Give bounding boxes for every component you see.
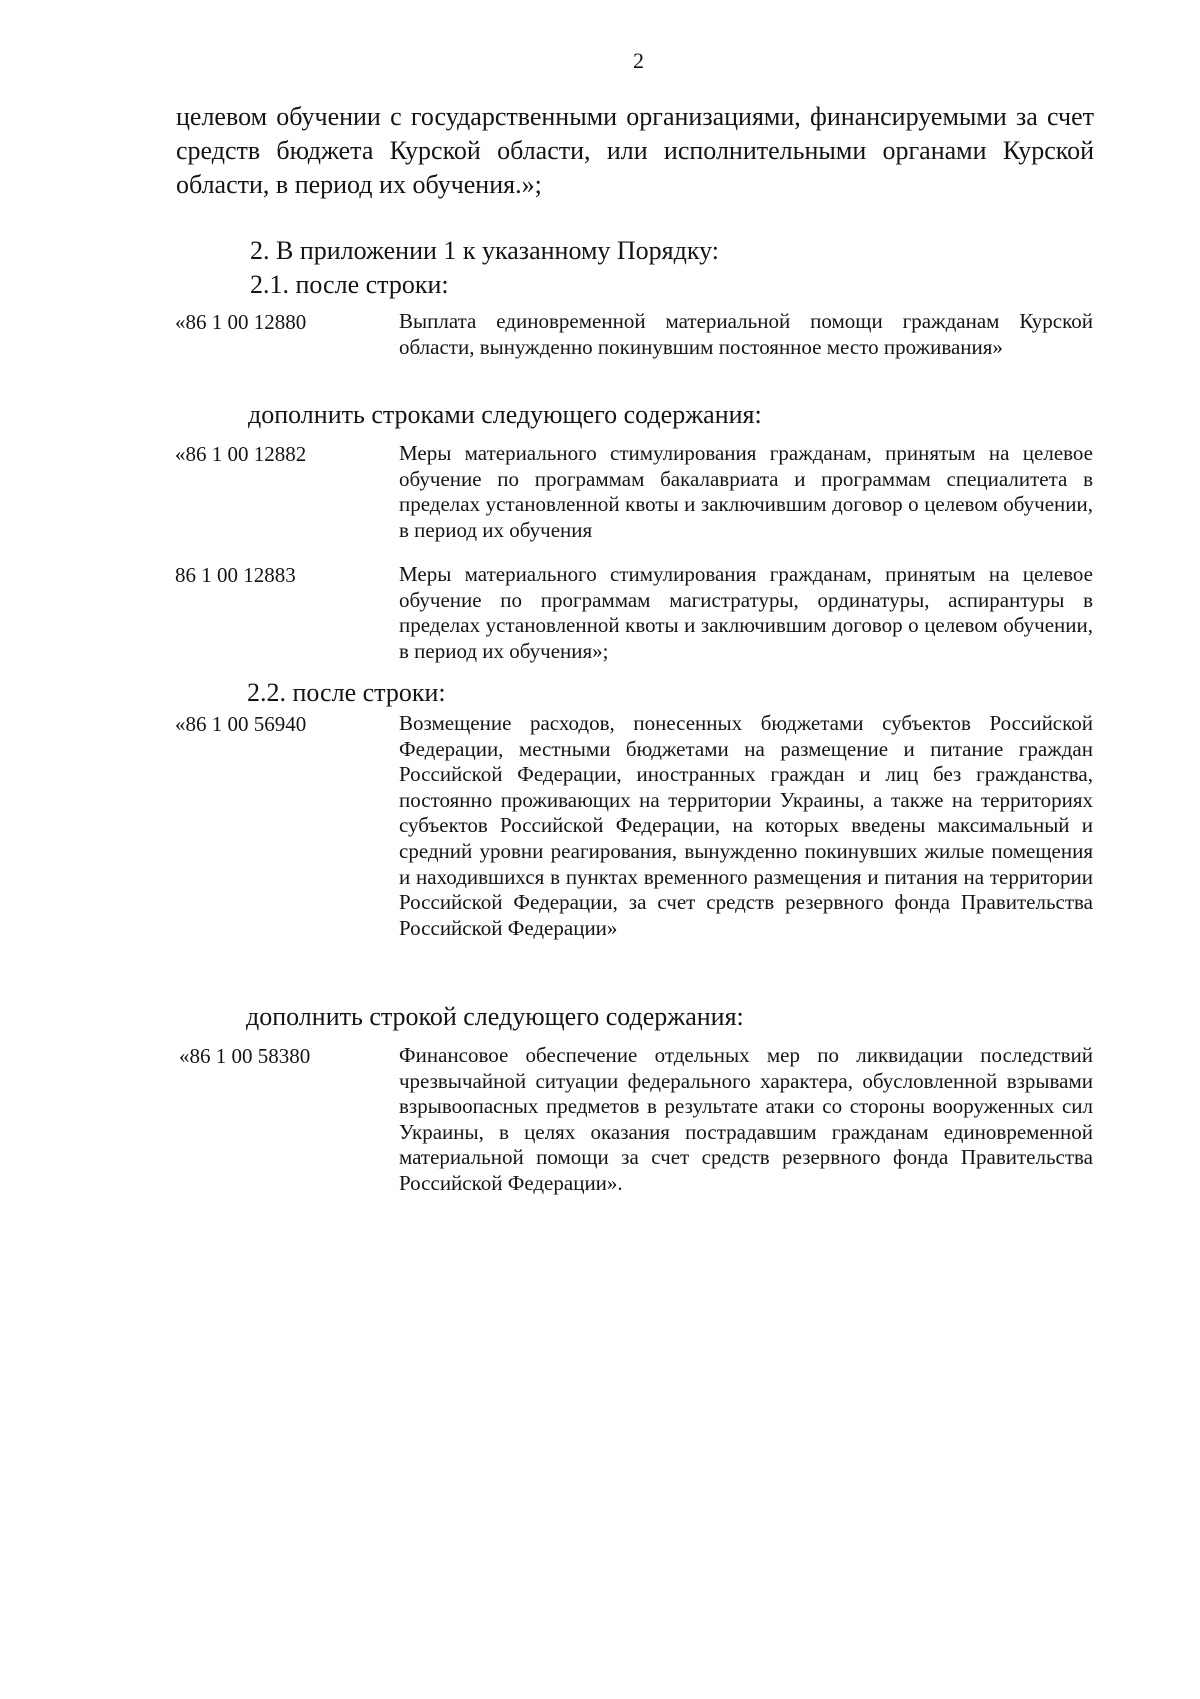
section-2-heading: 2. В приложении 1 к указанному Порядку: xyxy=(250,236,720,265)
add-row-instruction: дополнить строкой следующего содержания: xyxy=(246,1002,744,1031)
budget-code: 86 1 00 12883 xyxy=(175,563,296,587)
intro-paragraph: целевом обучении с государственными организациями, финансируемыми за счет средств бюджета Курской области, или исполнительными органами Курской области, в период их обучения.»; xyxy=(176,102,1094,199)
budget-description: Меры материального стимулирования гражданам, принятым на целевое обучение по программам бакалавриата и программам специалитета в пределах установленной квоты и заключившим договор о целевом обучении, в период их обучения xyxy=(399,441,1093,542)
page-number: 2 xyxy=(633,48,644,73)
budget-description: Возмещение расходов, понесенных бюджетами субъектов Российской Федерации, местными бюджетами на размещение и питание граждан Российской Федерации, иностранных граждан и лиц без гражданства, постоянно проживающих на территории Украины, а также на территориях субъектов Российской Федерации, на которых введены максимальный и средний уровни реагирования, вынужденно покинувших жилые помещения и находившихся в пунктах временного размещения и питания на территории Российской Федерации, за счет средств резервного фонда Правительства Российской Федерации» xyxy=(399,711,1093,940)
budget-description: Выплата единовременной материальной помощи гражданам Курской области, вынужденно покинувшим постоянное место проживания» xyxy=(399,309,1093,359)
budget-description: Финансовое обеспечение отдельных мер по ликвидации последствий чрезвычайной ситуации федерального характера, обусловленной взрывами взрывоопасных предметов в результате атаки со стороны вооруженных сил Украины, в целях оказания пострадавшим гражданам единовременной материальной помощи за счет средств резервного фонда Правительства Российской Федерации». xyxy=(399,1043,1093,1195)
subsection-2-2-heading: 2.2. после строки: xyxy=(247,678,446,707)
budget-description: Меры материального стимулирования гражданам, принятым на целевое обучение по программам магистратуры, ординатуры, аспирантуры в пределах установленной квоты и заключившим договор о целевом обучении, в период их обучения»; xyxy=(399,562,1093,663)
budget-code: «86 1 00 12880 xyxy=(175,310,307,334)
subsection-2-1-heading: 2.1. после строки: xyxy=(250,270,449,299)
budget-code: «86 1 00 12882 xyxy=(175,442,307,466)
budget-code: «86 1 00 56940 xyxy=(175,712,307,736)
budget-code: «86 1 00 58380 xyxy=(179,1044,311,1068)
add-rows-instruction: дополнить строками следующего содержания: xyxy=(248,400,762,429)
